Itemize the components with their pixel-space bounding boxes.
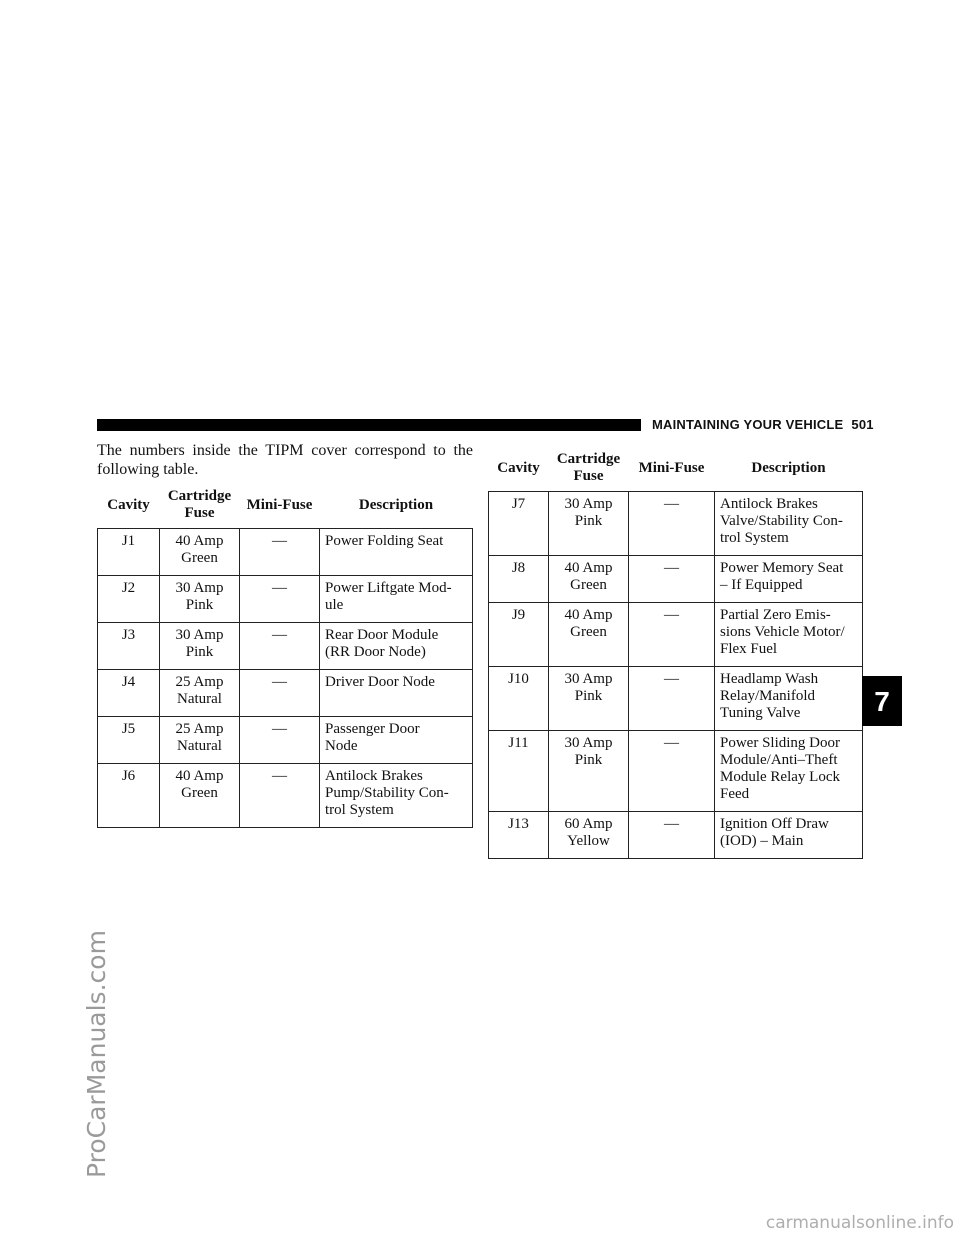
description-cell: Rear Door Module (RR Door Node): [320, 623, 473, 670]
cartridge-fuse-cell: 30 Amp Pink: [549, 492, 629, 556]
table-row: [98, 623, 473, 670]
cartridge-fuse-cell: 40 Amp Green: [549, 603, 629, 667]
description-cell: Power Folding Seat: [320, 529, 473, 576]
cavity-cell: J13: [489, 812, 549, 859]
page-number: 501: [851, 417, 874, 432]
mini-fuse-cell: —: [240, 764, 320, 828]
cartridge-fuse-cell: 25 Amp Natural: [160, 717, 240, 764]
cartridge-fuse-cell: 40 Amp Green: [160, 529, 240, 576]
fuse-table-left: [97, 482, 473, 828]
header-rule: [97, 419, 641, 431]
table-row: [98, 529, 473, 576]
cartridge-fuse-cell: 30 Amp Pink: [160, 576, 240, 623]
description-cell: Driver Door Node: [320, 670, 473, 717]
fuse-table-right-body: [489, 492, 863, 859]
description-cell: Ignition Off Draw (IOD) – Main: [715, 812, 863, 859]
cavity-cell: J4: [98, 670, 160, 717]
table-header-row: [98, 482, 473, 529]
table-row: [489, 812, 863, 859]
cartridge-fuse-cell: 30 Amp Pink: [549, 731, 629, 812]
running-header: [652, 417, 874, 432]
chapter-tab: 7: [862, 676, 902, 726]
col-header-mini-fuse: Mini-Fuse: [629, 445, 715, 492]
description-cell: Power Liftgate Mod- ule: [320, 576, 473, 623]
col-header-cavity: Cavity: [98, 482, 160, 529]
table-row: [98, 576, 473, 623]
table-row: [489, 731, 863, 812]
mini-fuse-cell: —: [629, 556, 715, 603]
description-cell: Antilock Brakes Pump/Stability Con- trol System: [320, 764, 473, 828]
cartridge-fuse-cell: 30 Amp Pink: [549, 667, 629, 731]
cavity-cell: J6: [98, 764, 160, 828]
description-cell: Power Memory Seat – If Equipped: [715, 556, 863, 603]
intro-paragraph: The numbers inside the TIPM cover correspond to the following table.: [97, 442, 473, 478]
col-header-cavity: Cavity: [489, 445, 549, 492]
fuse-table-left-body: [98, 529, 473, 828]
cartridge-fuse-cell: 60 Amp Yellow: [549, 812, 629, 859]
table-row: [98, 764, 473, 828]
fuse-table-left-column: [97, 482, 473, 828]
table-header-row: [489, 445, 863, 492]
mini-fuse-cell: —: [240, 670, 320, 717]
fuse-table-right: [488, 445, 863, 859]
cartridge-fuse-cell: 40 Amp Green: [549, 556, 629, 603]
cavity-cell: J9: [489, 603, 549, 667]
cavity-cell: J8: [489, 556, 549, 603]
mini-fuse-cell: —: [240, 576, 320, 623]
table-row: [98, 670, 473, 717]
col-header-mini-fuse: Mini-Fuse: [240, 482, 320, 529]
description-cell: Headlamp Wash Relay/Manifold Tuning Valve: [715, 667, 863, 731]
col-header-cartridge: Cartridge Fuse: [549, 445, 629, 492]
side-watermark: [0, 0, 120, 1242]
description-cell: Power Sliding Door Module/Anti–Theft Module Relay Lock Feed: [715, 731, 863, 812]
footer-watermark: carmanualsonline.info: [765, 1213, 954, 1233]
cavity-cell: J10: [489, 667, 549, 731]
side-watermark-text: ProCarManuals.com: [82, 930, 111, 1178]
table-row: [489, 556, 863, 603]
mini-fuse-cell: —: [629, 731, 715, 812]
cavity-cell: J1: [98, 529, 160, 576]
cartridge-fuse-cell: 30 Amp Pink: [160, 623, 240, 670]
mini-fuse-cell: —: [629, 603, 715, 667]
mini-fuse-cell: —: [629, 667, 715, 731]
table-row: [489, 603, 863, 667]
cavity-cell: J7: [489, 492, 549, 556]
cavity-cell: J11: [489, 731, 549, 812]
mini-fuse-cell: —: [629, 812, 715, 859]
col-header-cartridge: Cartridge Fuse: [160, 482, 240, 529]
cavity-cell: J5: [98, 717, 160, 764]
mini-fuse-cell: —: [240, 529, 320, 576]
fuse-table-right-column: [488, 445, 863, 859]
col-header-description: Description: [320, 482, 473, 529]
table-row: [489, 492, 863, 556]
mini-fuse-cell: —: [240, 717, 320, 764]
section-title: MAINTAINING YOUR VEHICLE: [652, 417, 844, 432]
cavity-cell: J2: [98, 576, 160, 623]
mini-fuse-cell: —: [240, 623, 320, 670]
table-row: [489, 667, 863, 731]
description-cell: Antilock Brakes Valve/Stability Con- trol System: [715, 492, 863, 556]
description-cell: Passenger Door Node: [320, 717, 473, 764]
cartridge-fuse-cell: 25 Amp Natural: [160, 670, 240, 717]
col-header-description: Description: [715, 445, 863, 492]
cartridge-fuse-cell: 40 Amp Green: [160, 764, 240, 828]
cavity-cell: J3: [98, 623, 160, 670]
table-row: [98, 717, 473, 764]
mini-fuse-cell: —: [629, 492, 715, 556]
description-cell: Partial Zero Emis- sions Vehicle Motor/ Flex Fuel: [715, 603, 863, 667]
